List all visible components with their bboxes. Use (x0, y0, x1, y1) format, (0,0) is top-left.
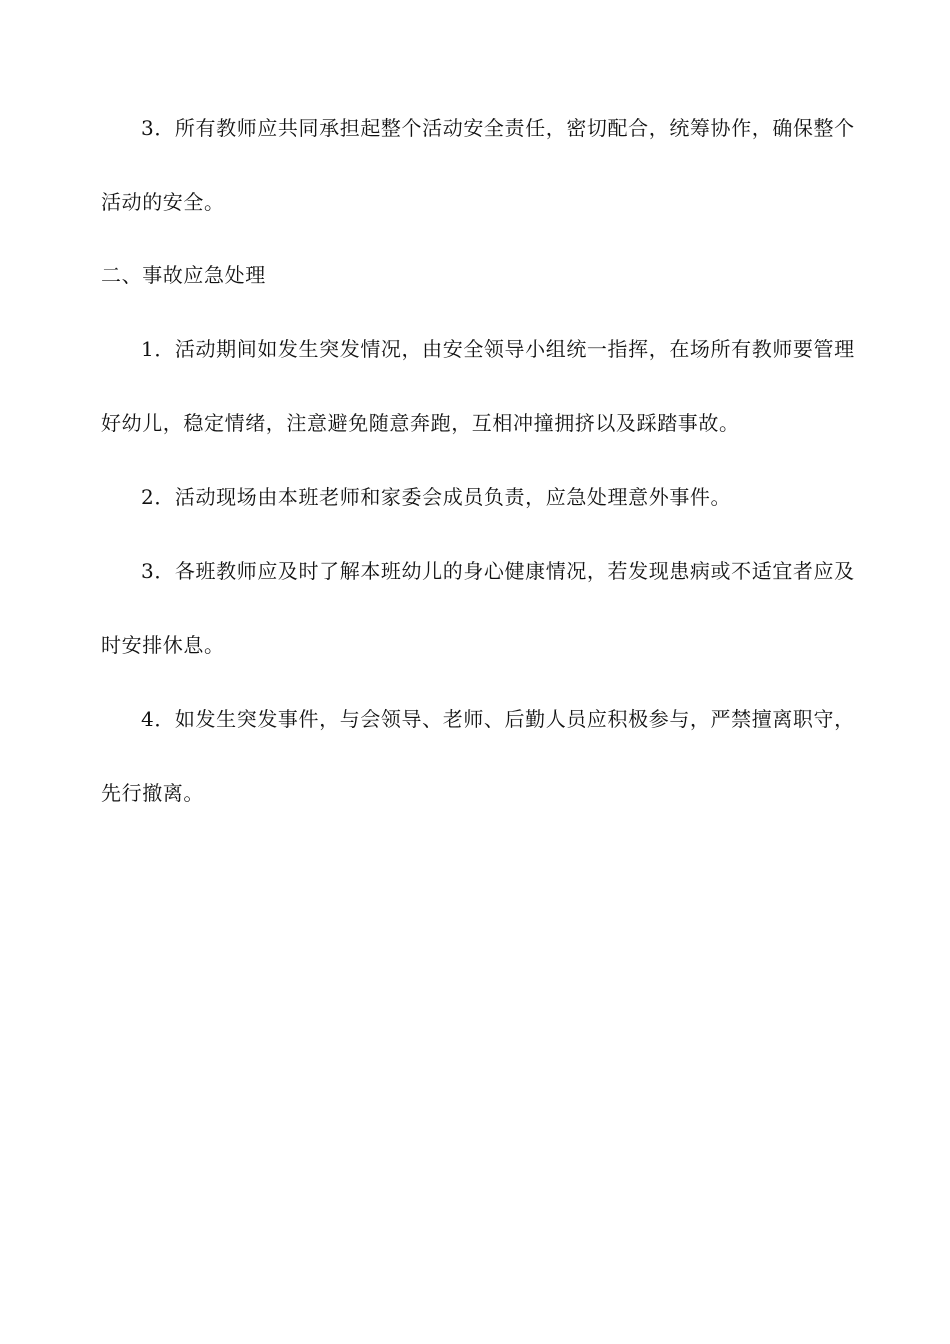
section-heading-emergency-handling: 二、事故应急处理 (101, 263, 266, 287)
paragraph-no-leaving-post: 4．如发生突发事件，与会领导、老师、后勤人员应积极参与，严禁擅离职守，先行撤离。 (101, 707, 855, 805)
paragraph-responsibility: 3．所有教师应共同承担起整个活动安全责任，密切配合，统筹协作，确保整个活动的安全。 (101, 116, 855, 214)
paragraph-emergency-command: 1．活动期间如发生突发情况，由安全领导小组统一指挥，在场所有教师要管理好幼儿，稳定情绪，注意避免随意奔跑，互相冲撞拥挤以及踩踏事故。 (101, 337, 855, 435)
paragraph-onsite-response: 2．活动现场由本班老师和家委会成员负责，应急处理意外事件。 (141, 485, 732, 509)
paragraph-health-check: 3．各班教师应及时了解本班幼儿的身心健康情况，若发现患病或不适宜者应及时安排休息。 (101, 559, 855, 657)
